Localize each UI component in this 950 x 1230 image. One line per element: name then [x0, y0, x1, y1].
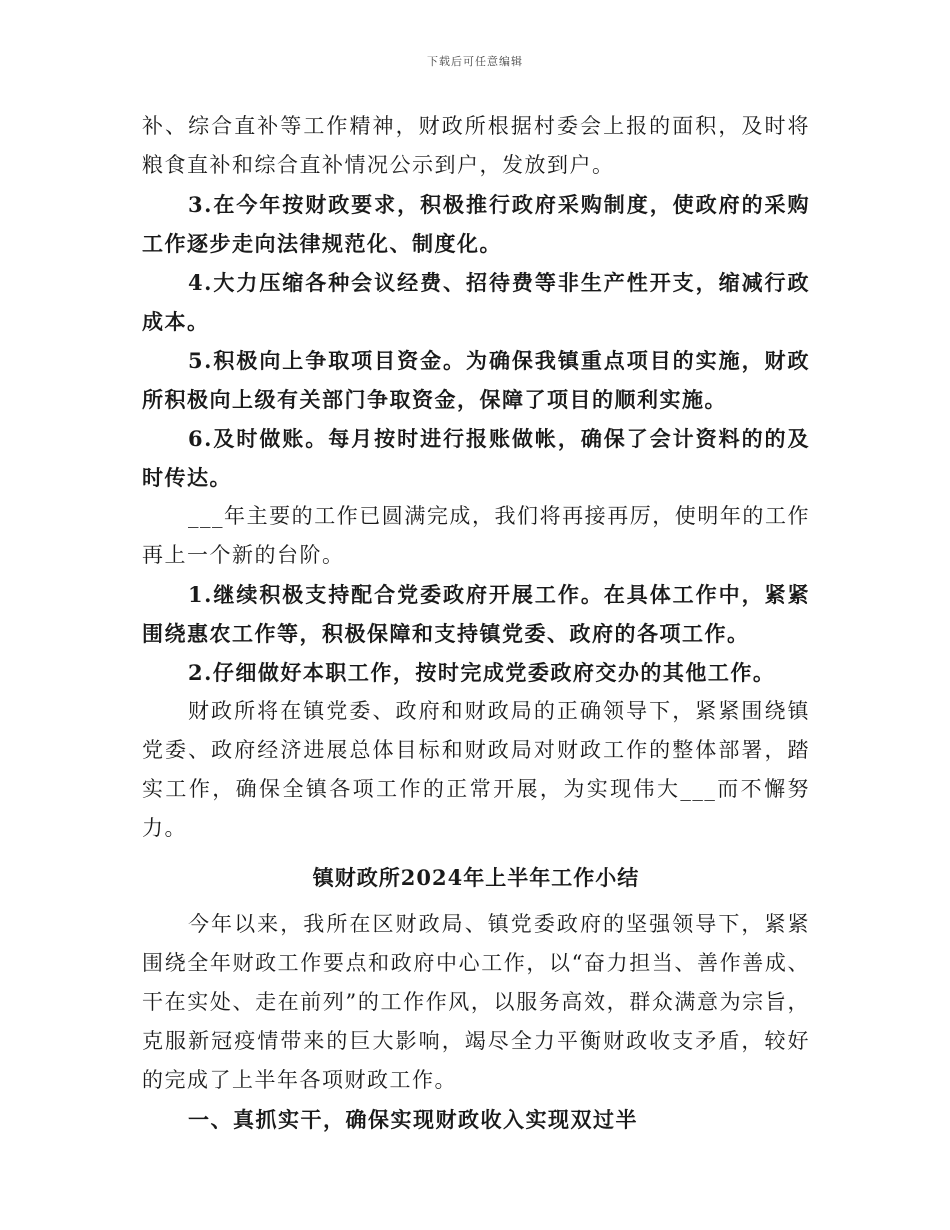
paragraph-summary: ___年主要的工作已圆满完成，我们将再接再厉，使明年的工作再上一个新的台阶。 — [142, 504, 810, 567]
page-header: 下载后可任意编辑 — [427, 55, 523, 68]
section-heading-1: 一、真抓实干，确保实现财政收入实现双过半 — [188, 1107, 638, 1132]
paragraph-item-5: 5.积极向上争取项目资金。为确保我镇重点项目的实施，财政所积极向上级有关部门争取资金，保障了项目的顺利实施。 — [142, 348, 810, 412]
section-title: 镇财政所2024年上半年工作小结 — [312, 865, 640, 890]
paragraph-closing: 财政所将在镇党委、政府和财政局的正确领导下，紧紧围绕镇党委、政府经济进展总体目标和财政局对财政工作的整体部署，踏实工作，确保全镇各项工作的正常开展，为实现伟大___而不懈努力。 — [142, 699, 810, 840]
paragraph-continuation: 补、综合直补等工作精神，财政所根据村委会上报的面积，及时将粮食直补和综合直补情况公示到户，发放到户。 — [142, 114, 810, 177]
paragraph-plan-2: 2.仔细做好本职工作，按时完成党委政府交办的其他工作。 — [188, 660, 776, 685]
paragraph-item-6: 6.及时做账。每月按时进行报账做帐，确保了会计资料的的及时传达。 — [142, 426, 810, 490]
paragraph-item-3: 3.在今年按财政要求，积极推行政府采购制度，使政府的采购工作逐步走向法律规范化、制度化。 — [142, 192, 810, 256]
paragraph-item-4: 4.大力压缩各种会议经费、招待费等非生产性开支，缩减行政成本。 — [142, 270, 810, 334]
paragraph-intro: 今年以来，我所在区财政局、镇党委政府的坚强领导下，紧紧围绕全年财政工作要点和政府中心工作，以“奋力担当、善作善成、干在实处、走在前列”的工作作风，以服务高效，群众满意为宗旨，克服新冠疫情带来的巨大影响，竭尽全力平衡财政收支矛盾，较好的完成了上半年各项财政工作。 — [142, 912, 810, 1092]
paragraph-plan-1: 1.继续积极支持配合党委政府开展工作。在具体工作中，紧紧围绕惠农工作等，积极保障和支持镇党委、政府的各项工作。 — [142, 582, 810, 646]
document-body — [142, 107, 810, 1139]
